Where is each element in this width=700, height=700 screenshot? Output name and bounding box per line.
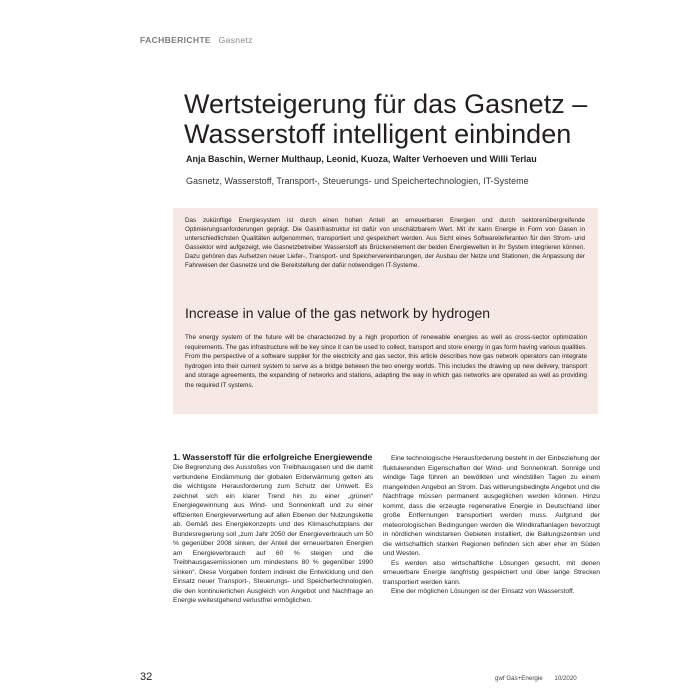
section-1-heading: 1. Wasserstoff für die erfolgreiche Energiewende bbox=[173, 452, 373, 462]
column-left-text: Die Begrenzung des Ausstoßes von Treibhausgasen und die damit verbundene Eindämmung der globalen Erderwärmung gelten als die wichtigste Herausforderung zum Schutz der Umwelt. Es zeichnet sich ein klarer Trend hin zu einer „grünen“ Energiegewinnung aus Wind- und Sonnenkraft und zu einer effizienten Energieverwertung auf allen Ebenen der Nutzungskette ab. Gemäß des Energiekonzepts und des Klimaschutzplans der Bundesregierung soll „zum Jahr 2050 der Energieverbrauch um 50 % gegenüber 2008 sinken, der Anteil der erneuerbaren Energien am Energieverbrauch auf 60 % steigen und die Treibhausgasemissionen um mindestens 80 % gegenüber 1990 sinken“. Diese Vorgaben fordern indirekt die Entwicklung und den Einsatz neuer Transport-, Steuerungs- und Speichertechnologien, die den kontinuierlichen Ausgleich von Angebot und Nachfrage an Energie weitestgehend verlustfrei ermöglichen. bbox=[173, 464, 373, 604]
subsection-label: Gasnetz bbox=[218, 35, 253, 45]
paragraph: Es werden also wirtschaftliche Lösungen gesucht, mit denen erneuerbare Energie langfristig gespeichert und über lange Strecken transportiert werden kann. bbox=[383, 559, 600, 586]
issue-number: 10/2020 bbox=[554, 675, 577, 682]
publication-name: gwf Gas+Energie bbox=[495, 675, 543, 682]
english-title: Increase in value of the gas network by hydrogen bbox=[185, 305, 491, 321]
article-title bbox=[184, 89, 604, 149]
publication-footer bbox=[495, 675, 577, 682]
section-label: FACHBERICHTE bbox=[140, 35, 211, 45]
column-left bbox=[173, 452, 373, 606]
abstract-german: Das zukünftige Energiesystem ist durch einen hohen Anteil an erneuerbaren Energien und durch sektorenübergreifende Optimierungsanforderungen geprägt. Die Gasinfrastruktur ist dafür von unschätzbarem Wert. Mit ihr kann Energie in Form von Gasen in unterschiedlichsten Qualitäten aufgenommen, transportiert und gespeichert werden. Aus Sicht eines Softwarelieferanten für den Strom- und Gassektor wird aufgezeigt, wie Gasnetzbetreiber Wasserstoff als Brückenelement der beiden Energiewelten in ihr System integrieren können. Dazu gehören das Aufsetzen neuer Liefer-, Transport- und Speichervereinbarungen, der Ausbau der Netze und Stationen, die Anpassung der Fahrweisen der Gasnetze und die Bereitstellung der dafür notwendigen IT-Systeme. bbox=[185, 217, 585, 270]
title-line-1: Wertsteigerung für das Gasnetz – bbox=[184, 89, 588, 119]
column-right bbox=[383, 454, 600, 597]
paragraph: Eine der möglichen Lösungen ist der Einsatz von Wasserstoff. bbox=[391, 588, 575, 595]
paragraph: Eine technologische Herausforderung besteht in der Einbeziehung der fluktuierenden Eigenschaften der Wind- und Sonnenkraft. Sonnige und windige Tage führen an bewölkten und windstillen Tagen zu einem mangelnden Angebot an Strom. Das witterungsbedingte Angebot und die Nachfrage müssen permanent ausgeglichen werden können. Hinzu kommt, dass die erzeugte regenerative Energie in Deutschland über große Entfernungen transportiert werden muss. Aufgrund der meteorologischen Bedingungen werden die Windkraftanlagen bevorzugt in nördlichen windstarken Gebieten installiert, die Ballungszentren und die wirtschaftlich starken Regionen befinden sich aber eher im Süden und Westen. bbox=[383, 455, 600, 557]
section-header bbox=[140, 35, 253, 45]
authors: Anja Baschin, Werner Multhaup, Leonid, Kuoza, Walter Verhoeven und Willi Terlau bbox=[186, 154, 537, 164]
abstract-box bbox=[173, 208, 598, 414]
keywords: Gasnetz, Wasserstoff, Transport-, Steuerungs- und Speichertechnologien, IT-Systeme bbox=[186, 176, 529, 186]
abstract-english: The energy system of the future will be characterized by a high proportion of renewable energies as well as cross-sector optimization requirements. The gas infrastructure will be key since it can be used to collect, transport and store energy in gas form having various qualities. From the perspective of a software supplier for the electricity and gas sector, this article describes how gas network operators can integrate hydrogen into their current system to serve as a bridge between the two energy worlds. This includes the drawing up new delivery, transport and storage agreements, the expanding of networks and stations, adapting the way in which gas networks are operated as well as providing the required IT systems. bbox=[185, 334, 587, 389]
title-line-2: Wasserstoff intelligent einbinden bbox=[184, 119, 572, 149]
page-number: 32 bbox=[140, 671, 153, 683]
